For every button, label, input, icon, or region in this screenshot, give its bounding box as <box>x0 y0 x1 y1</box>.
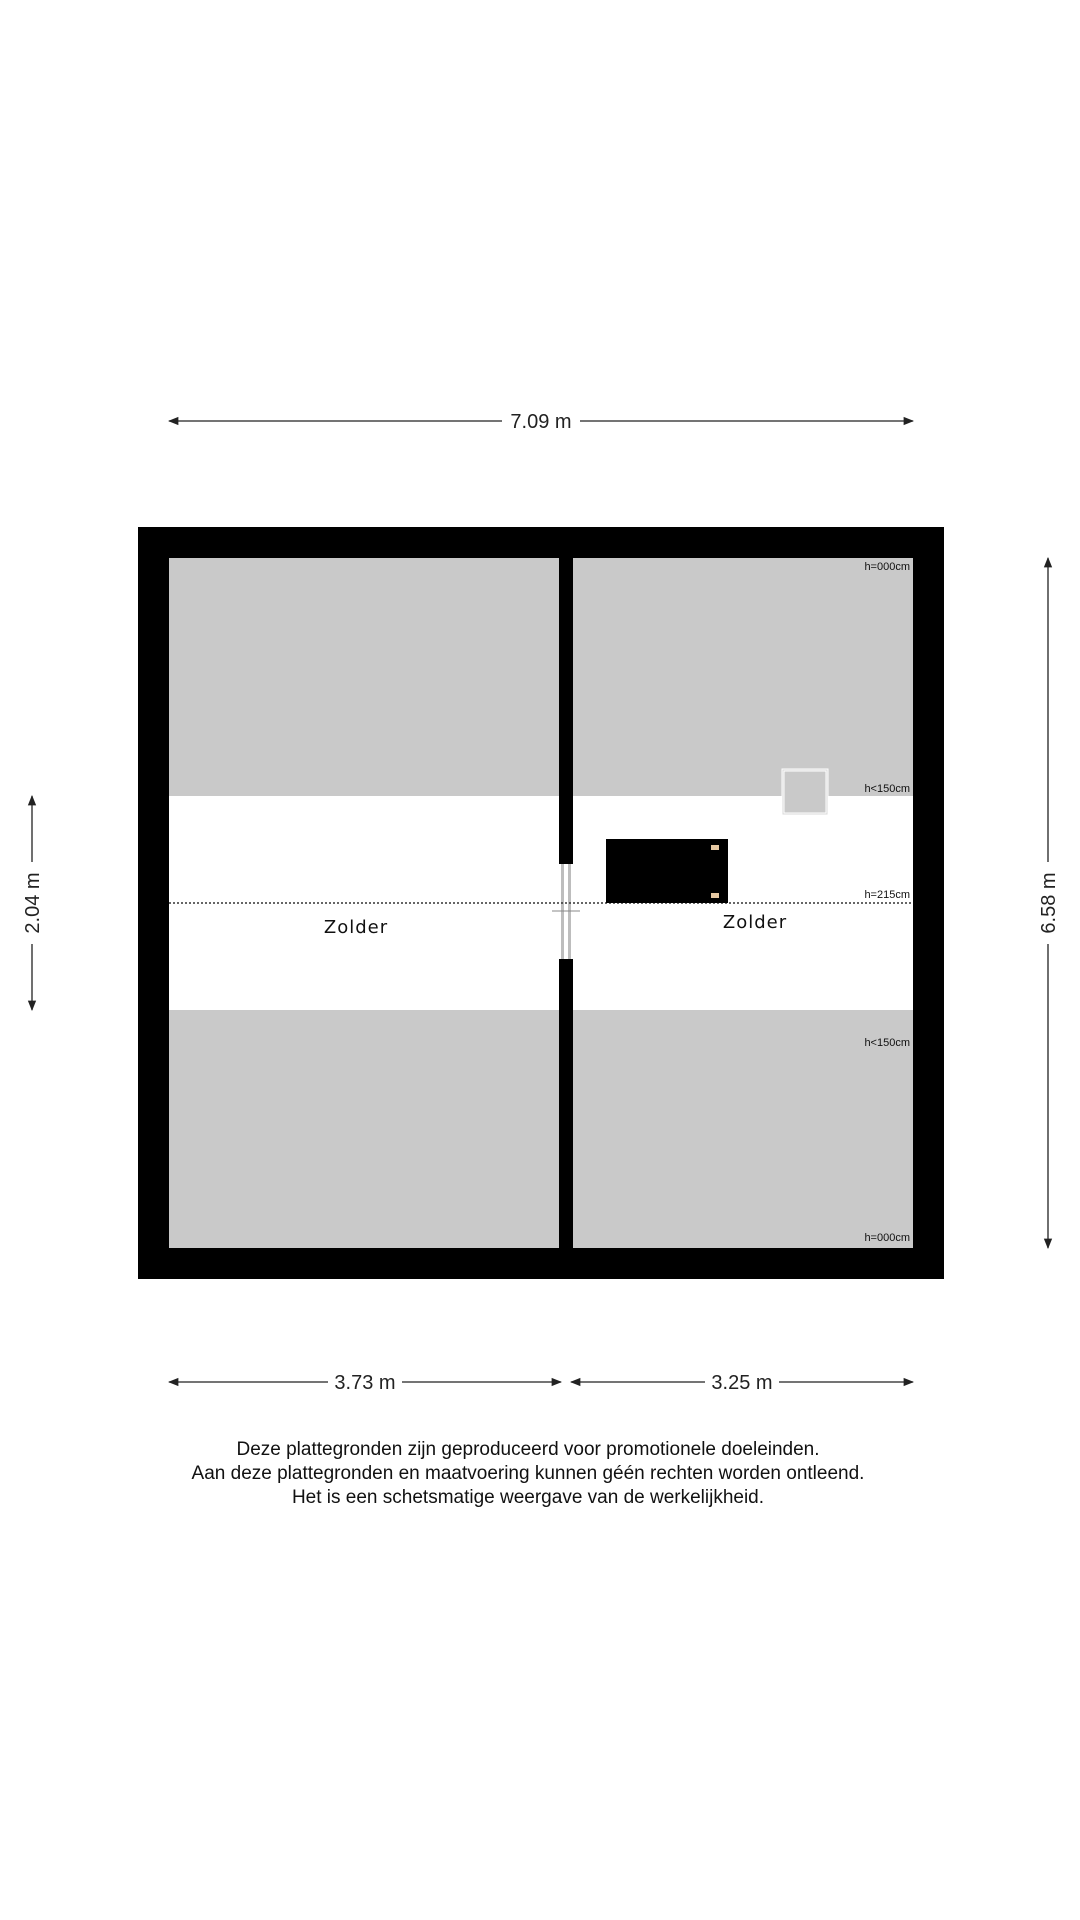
room-label-left: Zolder <box>323 917 389 938</box>
disclaimer-line-3: Het is een schetsmatige weergave van de werkelijkheid. <box>291 1487 765 1508</box>
dimension-right-room-width-label: 3.25 m <box>711 1372 773 1394</box>
dimension-total-width-label: 7.09 m <box>510 411 572 433</box>
roof-window <box>783 770 827 814</box>
height-marker-lower: h<150cm <box>864 1037 910 1049</box>
left-room-floor-zone <box>169 796 559 1010</box>
height-marker-ridge: h=215cm <box>864 889 910 901</box>
left-room-low-ceiling-top <box>169 558 559 796</box>
dimension-left-room-width-label: 3.73 m <box>334 1372 396 1394</box>
disclaimer-line-1: Deze plattegronden zijn geproduceerd voor promotionele doeleinden. <box>236 1439 820 1460</box>
dimension-right-room-width <box>571 1372 913 1394</box>
left-room-low-ceiling-bottom <box>169 1010 559 1248</box>
dimension-total-depth-label: 6.58 m <box>1038 872 1060 934</box>
dimension-total-width <box>169 411 913 433</box>
room-label-right: Zolder <box>722 912 788 933</box>
height-marker-top: h=000cm <box>864 561 910 573</box>
dimension-total-depth <box>1038 558 1060 1248</box>
height-marker-upper: h<150cm <box>864 783 910 795</box>
chimney-block <box>606 839 728 903</box>
disclaimer <box>0 1438 1056 1510</box>
disclaimer-line-2: Aan deze plattegronden en maatvoering kunnen géén rechten worden ontleend. <box>191 1463 865 1484</box>
right-room-low-ceiling-top <box>573 558 913 796</box>
dimension-headroom <box>22 796 44 1010</box>
right-room-low-ceiling-bottom <box>573 1010 913 1248</box>
height-marker-bottom: h=000cm <box>864 1232 910 1244</box>
left-room <box>169 558 559 1248</box>
dimension-headroom-label: 2.04 m <box>22 872 44 934</box>
dimension-left-room-width <box>169 1372 561 1394</box>
